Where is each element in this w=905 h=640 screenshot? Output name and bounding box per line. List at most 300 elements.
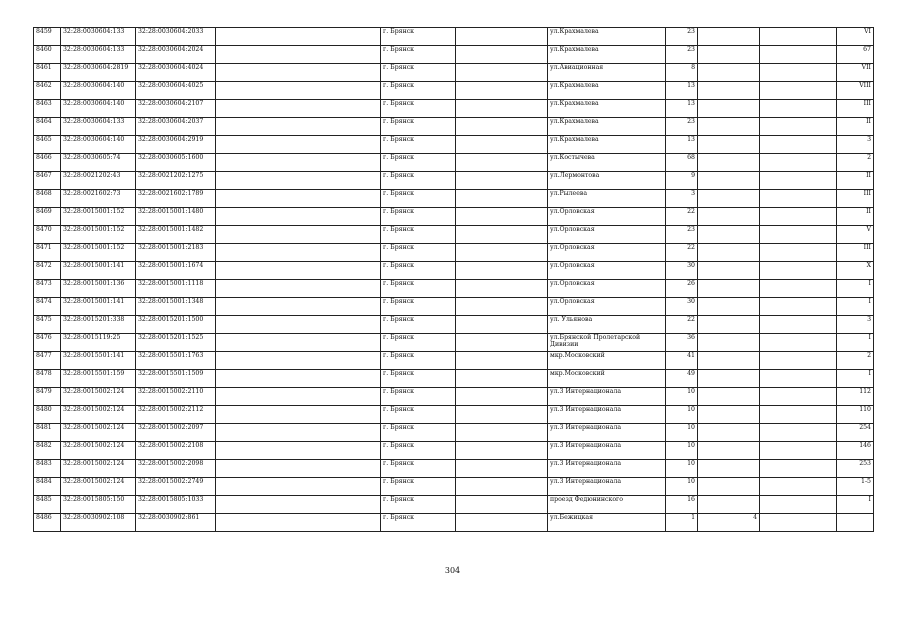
street-cell: ул.Крахмалева bbox=[548, 28, 666, 46]
building-cell bbox=[698, 298, 760, 316]
house-number-cell: 23 bbox=[666, 226, 698, 244]
empty-cell bbox=[216, 316, 381, 334]
object-cadastral-cell: 32:28:0030604:2919 bbox=[136, 136, 216, 154]
building-cell bbox=[698, 190, 760, 208]
street-cell: ул.Крахмалева bbox=[548, 100, 666, 118]
house-number-cell: 10 bbox=[666, 424, 698, 442]
building-cell bbox=[698, 388, 760, 406]
empty-cell bbox=[216, 460, 381, 478]
table-row bbox=[34, 154, 874, 172]
empty-cell bbox=[760, 298, 837, 316]
land-cadastral-cell: 32:28:0030604:2819 bbox=[61, 64, 136, 82]
object-cadastral-cell: 32:28:0015805:1033 bbox=[136, 496, 216, 514]
street-cell: ул.Лермонтова bbox=[548, 172, 666, 190]
empty-cell bbox=[456, 442, 548, 460]
building-cell bbox=[698, 208, 760, 226]
city-cell: г. Брянск bbox=[381, 28, 456, 46]
empty-cell bbox=[216, 514, 381, 532]
row-number-cell: 8485 bbox=[34, 496, 61, 514]
object-cadastral-cell: 32:28:0030604:4025 bbox=[136, 82, 216, 100]
house-number-cell: 30 bbox=[666, 298, 698, 316]
street-cell: ул.Крахмалева bbox=[548, 118, 666, 136]
city-cell: г. Брянск bbox=[381, 406, 456, 424]
apartment-cell: I bbox=[837, 370, 874, 388]
object-cadastral-cell: 32:28:0015002:2108 bbox=[136, 442, 216, 460]
object-cadastral-cell: 32:28:0030902:861 bbox=[136, 514, 216, 532]
city-cell: г. Брянск bbox=[381, 442, 456, 460]
table-row bbox=[34, 28, 874, 46]
apartment-cell: 2 bbox=[837, 352, 874, 370]
empty-cell bbox=[760, 208, 837, 226]
object-cadastral-cell: 32:28:0030605:1600 bbox=[136, 154, 216, 172]
building-cell bbox=[698, 460, 760, 478]
city-cell: г. Брянск bbox=[381, 388, 456, 406]
city-cell: г. Брянск bbox=[381, 154, 456, 172]
empty-cell bbox=[456, 100, 548, 118]
house-number-cell: 22 bbox=[666, 316, 698, 334]
empty-cell bbox=[216, 154, 381, 172]
object-cadastral-cell: 32:28:0015002:2112 bbox=[136, 406, 216, 424]
property-table bbox=[33, 27, 874, 532]
empty-cell bbox=[760, 118, 837, 136]
apartment-cell: 1-5 bbox=[837, 478, 874, 496]
empty-cell bbox=[760, 82, 837, 100]
row-number-cell: 8482 bbox=[34, 442, 61, 460]
table-row bbox=[34, 352, 874, 370]
empty-cell bbox=[456, 424, 548, 442]
table-row bbox=[34, 262, 874, 280]
apartment-cell: II bbox=[837, 208, 874, 226]
street-cell: ул. Ульянова bbox=[548, 316, 666, 334]
object-cadastral-cell: 32:28:0030604:2033 bbox=[136, 28, 216, 46]
empty-cell bbox=[456, 406, 548, 424]
building-cell bbox=[698, 46, 760, 64]
street-cell: ул.Брянской Пролетарской Дивизии bbox=[548, 334, 666, 352]
land-cadastral-cell: 32:28:0030604:133 bbox=[61, 28, 136, 46]
land-cadastral-cell: 32:28:0015002:124 bbox=[61, 424, 136, 442]
row-number-cell: 8483 bbox=[34, 460, 61, 478]
house-number-cell: 22 bbox=[666, 244, 698, 262]
building-cell bbox=[698, 424, 760, 442]
object-cadastral-cell: 32:28:0030604:2037 bbox=[136, 118, 216, 136]
object-cadastral-cell: 32:28:0015201:1525 bbox=[136, 334, 216, 352]
empty-cell bbox=[456, 226, 548, 244]
row-number-cell: 8476 bbox=[34, 334, 61, 352]
house-number-cell: 68 bbox=[666, 154, 698, 172]
row-number-cell: 8474 bbox=[34, 298, 61, 316]
street-cell: ул.3 Интернационала bbox=[548, 424, 666, 442]
empty-cell bbox=[456, 388, 548, 406]
empty-cell bbox=[760, 478, 837, 496]
empty-cell bbox=[760, 370, 837, 388]
apartment-cell: 146 bbox=[837, 442, 874, 460]
empty-cell bbox=[456, 370, 548, 388]
street-cell: ул.Крахмалева bbox=[548, 136, 666, 154]
city-cell: г. Брянск bbox=[381, 100, 456, 118]
table-row bbox=[34, 280, 874, 298]
building-cell bbox=[698, 28, 760, 46]
empty-cell bbox=[456, 28, 548, 46]
land-cadastral-cell: 32:28:0021602:73 bbox=[61, 190, 136, 208]
street-cell: ул.Костычева bbox=[548, 154, 666, 172]
land-cadastral-cell: 32:28:0015001:152 bbox=[61, 208, 136, 226]
table-row bbox=[34, 244, 874, 262]
apartment-cell: VII bbox=[837, 64, 874, 82]
object-cadastral-cell: 32:28:0015001:1674 bbox=[136, 262, 216, 280]
house-number-cell: 13 bbox=[666, 82, 698, 100]
city-cell: г. Брянск bbox=[381, 226, 456, 244]
register-sheet bbox=[33, 27, 873, 532]
street-cell: ул.3 Интернационала bbox=[548, 442, 666, 460]
building-cell bbox=[698, 244, 760, 262]
land-cadastral-cell: 32:28:0030604:140 bbox=[61, 136, 136, 154]
empty-cell bbox=[456, 352, 548, 370]
table-row bbox=[34, 226, 874, 244]
empty-cell bbox=[456, 136, 548, 154]
land-cadastral-cell: 32:28:0015002:124 bbox=[61, 406, 136, 424]
empty-cell bbox=[216, 136, 381, 154]
house-number-cell: 16 bbox=[666, 496, 698, 514]
building-cell bbox=[698, 100, 760, 118]
empty-cell bbox=[456, 478, 548, 496]
empty-cell bbox=[760, 28, 837, 46]
street-cell: ул.Орловская bbox=[548, 280, 666, 298]
city-cell: г. Брянск bbox=[381, 46, 456, 64]
house-number-cell: 22 bbox=[666, 208, 698, 226]
land-cadastral-cell: 32:28:0015201:338 bbox=[61, 316, 136, 334]
object-cadastral-cell: 32:28:0015002:2749 bbox=[136, 478, 216, 496]
apartment-cell: VIII bbox=[837, 82, 874, 100]
object-cadastral-cell: 32:28:0015002:2097 bbox=[136, 424, 216, 442]
row-number-cell: 8471 bbox=[34, 244, 61, 262]
house-number-cell: 23 bbox=[666, 118, 698, 136]
empty-cell bbox=[760, 100, 837, 118]
table-row bbox=[34, 190, 874, 208]
apartment-cell: 3 bbox=[837, 316, 874, 334]
house-number-cell: 9 bbox=[666, 172, 698, 190]
table-row bbox=[34, 496, 874, 514]
land-cadastral-cell: 32:28:0015001:152 bbox=[61, 244, 136, 262]
house-number-cell: 8 bbox=[666, 64, 698, 82]
land-cadastral-cell: 32:28:0030902:108 bbox=[61, 514, 136, 532]
city-cell: г. Брянск bbox=[381, 244, 456, 262]
empty-cell bbox=[216, 298, 381, 316]
row-number-cell: 8479 bbox=[34, 388, 61, 406]
table-row bbox=[34, 370, 874, 388]
building-cell bbox=[698, 496, 760, 514]
table-row bbox=[34, 298, 874, 316]
empty-cell bbox=[760, 514, 837, 532]
object-cadastral-cell: 32:28:0015001:1348 bbox=[136, 298, 216, 316]
empty-cell bbox=[760, 334, 837, 352]
empty-cell bbox=[216, 208, 381, 226]
street-cell: проезд Федюнинского bbox=[548, 496, 666, 514]
empty-cell bbox=[760, 280, 837, 298]
land-cadastral-cell: 32:28:0015001:136 bbox=[61, 280, 136, 298]
empty-cell bbox=[456, 298, 548, 316]
empty-cell bbox=[456, 316, 548, 334]
land-cadastral-cell: 32:28:0015002:124 bbox=[61, 478, 136, 496]
table-row bbox=[34, 442, 874, 460]
land-cadastral-cell: 32:28:0015501:141 bbox=[61, 352, 136, 370]
street-cell: ул.Крахмалева bbox=[548, 82, 666, 100]
empty-cell bbox=[760, 442, 837, 460]
row-number-cell: 8468 bbox=[34, 190, 61, 208]
apartment-cell: III bbox=[837, 100, 874, 118]
empty-cell bbox=[760, 154, 837, 172]
table-row bbox=[34, 172, 874, 190]
apartment-cell: II bbox=[837, 118, 874, 136]
land-cadastral-cell: 32:28:0030604:133 bbox=[61, 118, 136, 136]
empty-cell bbox=[456, 334, 548, 352]
row-number-cell: 8461 bbox=[34, 64, 61, 82]
empty-cell bbox=[456, 46, 548, 64]
house-number-cell: 10 bbox=[666, 460, 698, 478]
street-cell: ул.Бежицкая bbox=[548, 514, 666, 532]
row-number-cell: 8484 bbox=[34, 478, 61, 496]
empty-cell bbox=[216, 478, 381, 496]
empty-cell bbox=[216, 172, 381, 190]
row-number-cell: 8460 bbox=[34, 46, 61, 64]
table-row bbox=[34, 46, 874, 64]
table-row bbox=[34, 388, 874, 406]
empty-cell bbox=[456, 154, 548, 172]
building-cell bbox=[698, 334, 760, 352]
object-cadastral-cell: 32:28:0015001:1482 bbox=[136, 226, 216, 244]
apartment-cell: V bbox=[837, 226, 874, 244]
empty-cell bbox=[216, 280, 381, 298]
object-cadastral-cell: 32:28:0015002:2098 bbox=[136, 460, 216, 478]
object-cadastral-cell: 32:28:0015501:1763 bbox=[136, 352, 216, 370]
land-cadastral-cell: 32:28:0030604:140 bbox=[61, 100, 136, 118]
city-cell: г. Брянск bbox=[381, 298, 456, 316]
house-number-cell: 1 bbox=[666, 514, 698, 532]
apartment-cell: III bbox=[837, 244, 874, 262]
street-cell: ул.3 Интернационала bbox=[548, 478, 666, 496]
table-row bbox=[34, 460, 874, 478]
empty-cell bbox=[456, 64, 548, 82]
land-cadastral-cell: 32:28:0015002:124 bbox=[61, 460, 136, 478]
building-cell bbox=[698, 280, 760, 298]
city-cell: г. Брянск bbox=[381, 280, 456, 298]
empty-cell bbox=[760, 388, 837, 406]
empty-cell bbox=[216, 64, 381, 82]
empty-cell bbox=[760, 64, 837, 82]
street-cell: ул.3 Интернационала bbox=[548, 388, 666, 406]
table-row bbox=[34, 100, 874, 118]
empty-cell bbox=[456, 172, 548, 190]
house-number-cell: 30 bbox=[666, 262, 698, 280]
empty-cell bbox=[456, 280, 548, 298]
empty-cell bbox=[216, 424, 381, 442]
city-cell: г. Брянск bbox=[381, 496, 456, 514]
land-cadastral-cell: 32:28:0015001:152 bbox=[61, 226, 136, 244]
row-number-cell: 8470 bbox=[34, 226, 61, 244]
empty-cell bbox=[760, 316, 837, 334]
empty-cell bbox=[760, 190, 837, 208]
table-row bbox=[34, 82, 874, 100]
row-number-cell: 8466 bbox=[34, 154, 61, 172]
empty-cell bbox=[760, 460, 837, 478]
empty-cell bbox=[760, 226, 837, 244]
object-cadastral-cell: 32:28:0030604:4024 bbox=[136, 64, 216, 82]
city-cell: г. Брянск bbox=[381, 136, 456, 154]
house-number-cell: 10 bbox=[666, 442, 698, 460]
house-number-cell: 3 bbox=[666, 190, 698, 208]
street-cell: ул.Авиационная bbox=[548, 64, 666, 82]
apartment-cell: 2 bbox=[837, 154, 874, 172]
empty-cell bbox=[216, 244, 381, 262]
empty-cell bbox=[216, 370, 381, 388]
apartment-cell: I bbox=[837, 280, 874, 298]
land-cadastral-cell: 32:28:0030604:140 bbox=[61, 82, 136, 100]
building-cell bbox=[698, 226, 760, 244]
house-number-cell: 10 bbox=[666, 406, 698, 424]
object-cadastral-cell: 32:28:0021202:1275 bbox=[136, 172, 216, 190]
house-number-cell: 36 bbox=[666, 334, 698, 352]
row-number-cell: 8472 bbox=[34, 262, 61, 280]
city-cell: г. Брянск bbox=[381, 190, 456, 208]
street-cell: ул.3 Интернационала bbox=[548, 460, 666, 478]
row-number-cell: 8486 bbox=[34, 514, 61, 532]
table-row bbox=[34, 334, 874, 352]
city-cell: г. Брянск bbox=[381, 514, 456, 532]
apartment-cell: III bbox=[837, 190, 874, 208]
apartment-cell: I bbox=[837, 334, 874, 352]
empty-cell bbox=[216, 496, 381, 514]
house-number-cell: 23 bbox=[666, 28, 698, 46]
table-row bbox=[34, 316, 874, 334]
empty-cell bbox=[760, 424, 837, 442]
empty-cell bbox=[760, 496, 837, 514]
building-cell bbox=[698, 64, 760, 82]
empty-cell bbox=[216, 100, 381, 118]
apartment-cell: II bbox=[837, 172, 874, 190]
land-cadastral-cell: 32:28:0015805:150 bbox=[61, 496, 136, 514]
row-number-cell: 8473 bbox=[34, 280, 61, 298]
street-cell: ул.Орловская bbox=[548, 244, 666, 262]
apartment-cell: 112 bbox=[837, 388, 874, 406]
apartment-cell: VI bbox=[837, 28, 874, 46]
street-cell: ул.3 Интернационала bbox=[548, 406, 666, 424]
street-cell: мкр.Московский bbox=[548, 370, 666, 388]
city-cell: г. Брянск bbox=[381, 64, 456, 82]
city-cell: г. Брянск bbox=[381, 478, 456, 496]
empty-cell bbox=[760, 406, 837, 424]
empty-cell bbox=[456, 82, 548, 100]
empty-cell bbox=[760, 46, 837, 64]
building-cell bbox=[698, 352, 760, 370]
row-number-cell: 8475 bbox=[34, 316, 61, 334]
building-cell bbox=[698, 154, 760, 172]
street-cell: ул.Крахмалева bbox=[548, 46, 666, 64]
empty-cell bbox=[456, 118, 548, 136]
empty-cell bbox=[216, 190, 381, 208]
apartment-cell: 253 bbox=[837, 460, 874, 478]
building-cell bbox=[698, 82, 760, 100]
land-cadastral-cell: 32:28:0015002:124 bbox=[61, 442, 136, 460]
table-row bbox=[34, 118, 874, 136]
house-number-cell: 13 bbox=[666, 136, 698, 154]
land-cadastral-cell: 32:28:0021202:43 bbox=[61, 172, 136, 190]
empty-cell bbox=[456, 460, 548, 478]
empty-cell bbox=[216, 262, 381, 280]
street-cell: ул.Рылеева bbox=[548, 190, 666, 208]
apartment-cell bbox=[837, 514, 874, 532]
table-row bbox=[34, 208, 874, 226]
empty-cell bbox=[760, 172, 837, 190]
city-cell: г. Брянск bbox=[381, 208, 456, 226]
land-cadastral-cell: 32:28:0015501:159 bbox=[61, 370, 136, 388]
row-number-cell: 8463 bbox=[34, 100, 61, 118]
building-cell bbox=[698, 118, 760, 136]
apartment-cell: 254 bbox=[837, 424, 874, 442]
table-row bbox=[34, 406, 874, 424]
apartment-cell: 3 bbox=[837, 136, 874, 154]
house-number-cell: 26 bbox=[666, 280, 698, 298]
empty-cell bbox=[216, 226, 381, 244]
row-number-cell: 8462 bbox=[34, 82, 61, 100]
city-cell: г. Брянск bbox=[381, 460, 456, 478]
empty-cell bbox=[760, 352, 837, 370]
row-number-cell: 8481 bbox=[34, 424, 61, 442]
empty-cell bbox=[216, 82, 381, 100]
empty-cell bbox=[456, 496, 548, 514]
empty-cell bbox=[216, 334, 381, 352]
apartment-cell: I bbox=[837, 496, 874, 514]
empty-cell bbox=[216, 28, 381, 46]
row-number-cell: 8467 bbox=[34, 172, 61, 190]
city-cell: г. Брянск bbox=[381, 370, 456, 388]
empty-cell bbox=[216, 406, 381, 424]
building-cell bbox=[698, 136, 760, 154]
building-cell bbox=[698, 478, 760, 496]
row-number-cell: 8480 bbox=[34, 406, 61, 424]
empty-cell bbox=[456, 514, 548, 532]
page-number: 304 bbox=[444, 566, 461, 575]
city-cell: г. Брянск bbox=[381, 118, 456, 136]
house-number-cell: 49 bbox=[666, 370, 698, 388]
empty-cell bbox=[216, 442, 381, 460]
building-cell bbox=[698, 172, 760, 190]
row-number-cell: 8459 bbox=[34, 28, 61, 46]
building-cell: 4 bbox=[698, 514, 760, 532]
object-cadastral-cell: 32:28:0021602:1789 bbox=[136, 190, 216, 208]
table-body bbox=[34, 28, 874, 532]
building-cell bbox=[698, 442, 760, 460]
city-cell: г. Брянск bbox=[381, 316, 456, 334]
city-cell: г. Брянск bbox=[381, 334, 456, 352]
object-cadastral-cell: 32:28:0015201:1500 bbox=[136, 316, 216, 334]
empty-cell bbox=[216, 352, 381, 370]
house-number-cell: 10 bbox=[666, 388, 698, 406]
building-cell bbox=[698, 262, 760, 280]
row-number-cell: 8477 bbox=[34, 352, 61, 370]
object-cadastral-cell: 32:28:0015001:2183 bbox=[136, 244, 216, 262]
object-cadastral-cell: 32:28:0030604:2107 bbox=[136, 100, 216, 118]
city-cell: г. Брянск bbox=[381, 82, 456, 100]
row-number-cell: 8464 bbox=[34, 118, 61, 136]
empty-cell bbox=[456, 244, 548, 262]
apartment-cell: 67 bbox=[837, 46, 874, 64]
empty-cell bbox=[216, 388, 381, 406]
apartment-cell: I bbox=[837, 298, 874, 316]
house-number-cell: 10 bbox=[666, 478, 698, 496]
object-cadastral-cell: 32:28:0015001:1118 bbox=[136, 280, 216, 298]
building-cell bbox=[698, 370, 760, 388]
object-cadastral-cell: 32:28:0015501:1509 bbox=[136, 370, 216, 388]
house-number-cell: 23 bbox=[666, 46, 698, 64]
